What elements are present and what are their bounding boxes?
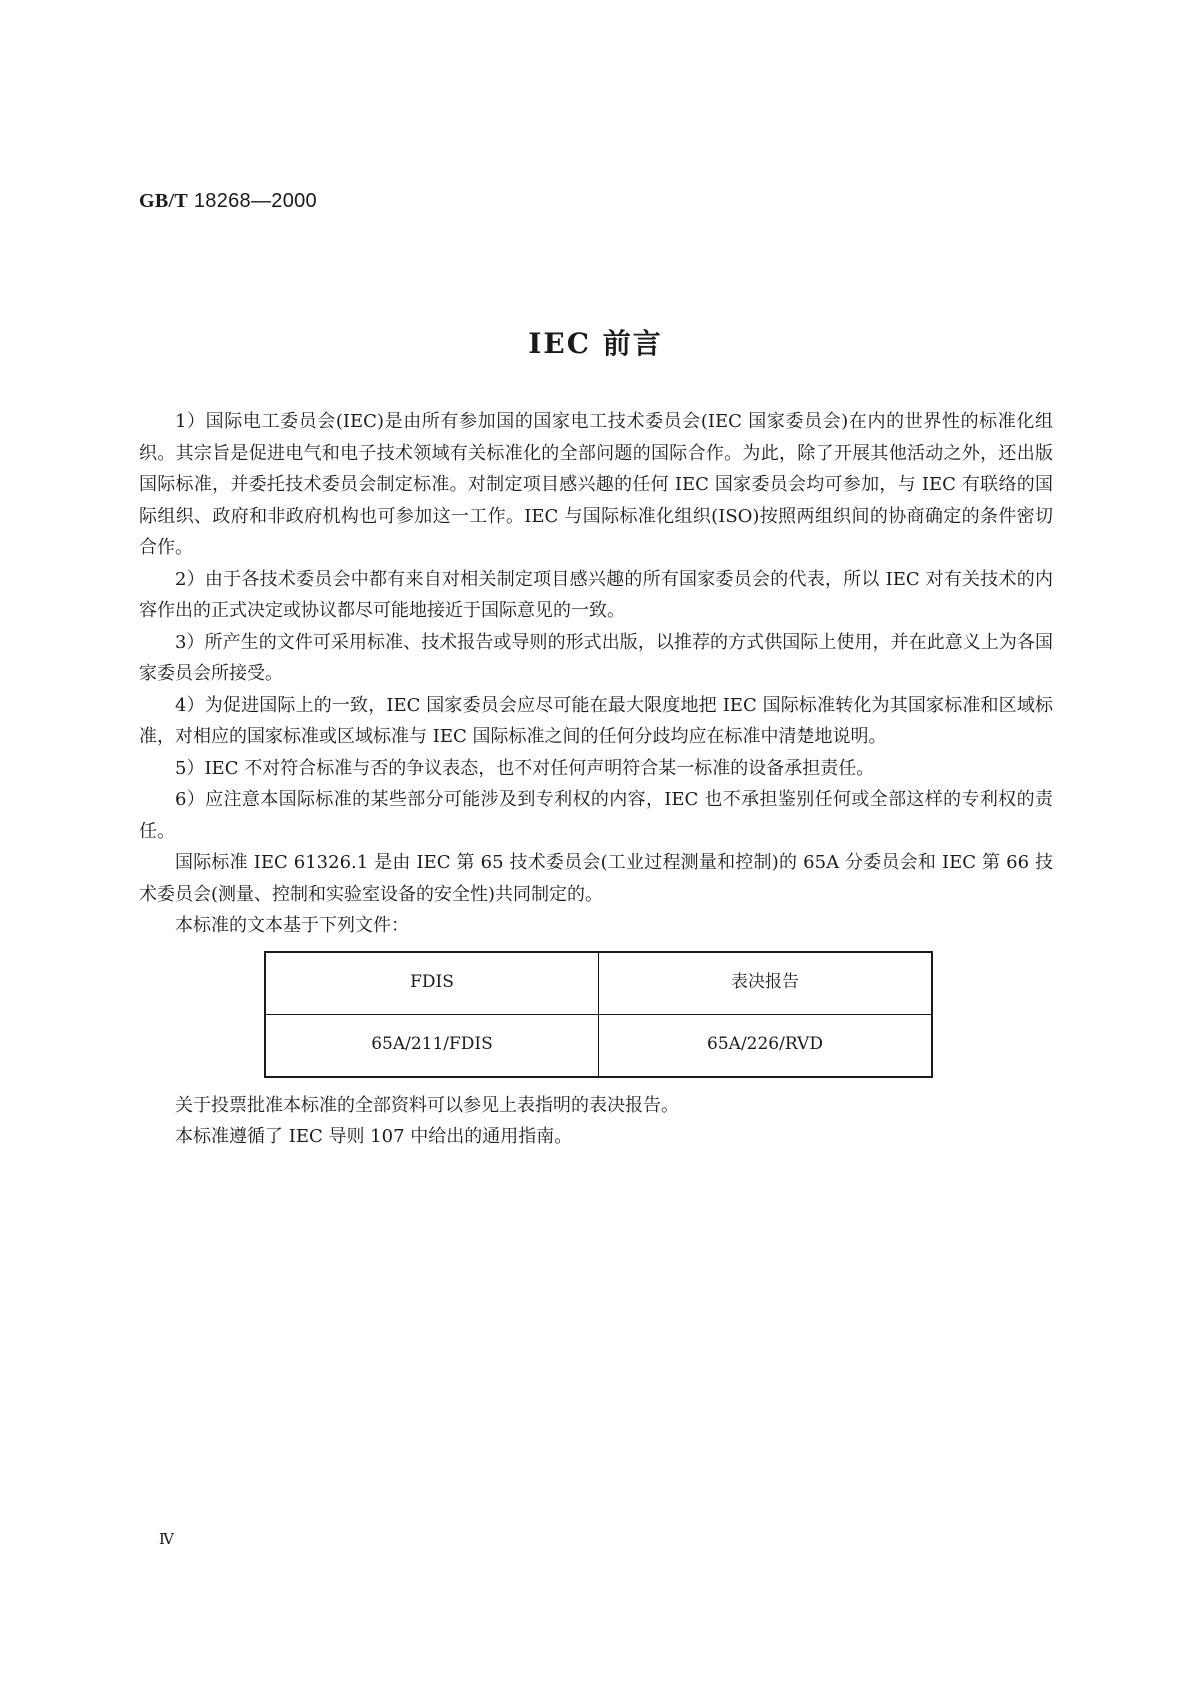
table-cell-rvd: 65A/226/RVD (599, 1014, 933, 1077)
paragraph-2: 2）由于各技术委员会中都有来自对相关制定项目感兴趣的所有国家委员会的代表，所以 IEC 对有关技术的内容作出的正式决定或协议都尽可能地接近于国际意见的一致。 (139, 568, 1053, 621)
page-title: IEC 前言 (528, 327, 663, 360)
standard-prefix: GB/T (139, 190, 188, 212)
foreword-body (139, 406, 1053, 1153)
paragraph-4: 4）为促进国际上的一致，IEC 国家委员会应尽可能在最大限度地把 IEC 国际标准转化为其国家标准和区域标准，对相应的国家标准或区域标准与 IEC 国际标准之间的任何分歧均应在标准中清楚地说明。 (139, 694, 1053, 747)
paragraph-5: 5）IEC 不对符合标准与否的争议表态，也不对任何声明符合某一标准的设备承担责任。 (175, 757, 875, 779)
table-row (265, 1014, 932, 1077)
paragraph-6: 6）应注意本国际标准的某些部分可能涉及到专利权的内容，IEC 也不承担鉴别任何或全部这样的专利权的责任。 (139, 789, 1053, 842)
paragraph-standard-origin: 国际标准 IEC 61326.1 是由 IEC 第 65 技术委员会(工业过程测量和控制)的 65A 分委员会和 IEC 第 66 技术委员会(测量、控制和实验室设备的安全性)共同制定的。 (139, 852, 1053, 905)
paragraph-voting-info: 关于投票批准本标准的全部资料可以参见上表指明的表决报告。 (175, 1094, 679, 1116)
paragraph-based-on: 本标准的文本基于下列文件： (175, 915, 409, 936)
table-header-row (265, 952, 932, 1015)
standard-code (139, 190, 317, 213)
table-header-vote-report: 表决报告 (599, 952, 933, 1015)
paragraph-guide-107: 本标准遵循了 IEC 导则 107 中给出的通用指南。 (175, 1126, 573, 1147)
voting-documents-table (264, 951, 933, 1078)
table-header-fdis: FDIS (265, 952, 599, 1015)
paragraph-1: 1）国际电工委员会(IEC)是由所有参加国的国家电工技术委员会(IEC 国家委员会)在内的世界性的标准化组织。其宗旨是促进电气和电子技术领域有关标准化的全部问题的国际合作。为此，除了开展其他活动之外，还出版国际标准，并委托技术委员会制定标准。对制定项目感兴趣的任何 IEC 国家委员会均可参加，与 IEC 有联络的国际组织、政府和非政府机构也可参加这一工作。IEC 与国际标准化组织(ISO)按照两组织间的协商确定的条件密切合作。 (139, 411, 1053, 558)
standard-number: 18268—2000 (193, 190, 317, 212)
paragraph-3: 3）所产生的文件可采用标准、技术报告或导则的形式出版，以推荐的方式供国际上使用，并在此意义上为各国家委员会所接受。 (139, 631, 1053, 684)
table-cell-fdis: 65A/211/FDIS (265, 1014, 599, 1077)
page-number: Ⅳ (159, 1530, 174, 1548)
